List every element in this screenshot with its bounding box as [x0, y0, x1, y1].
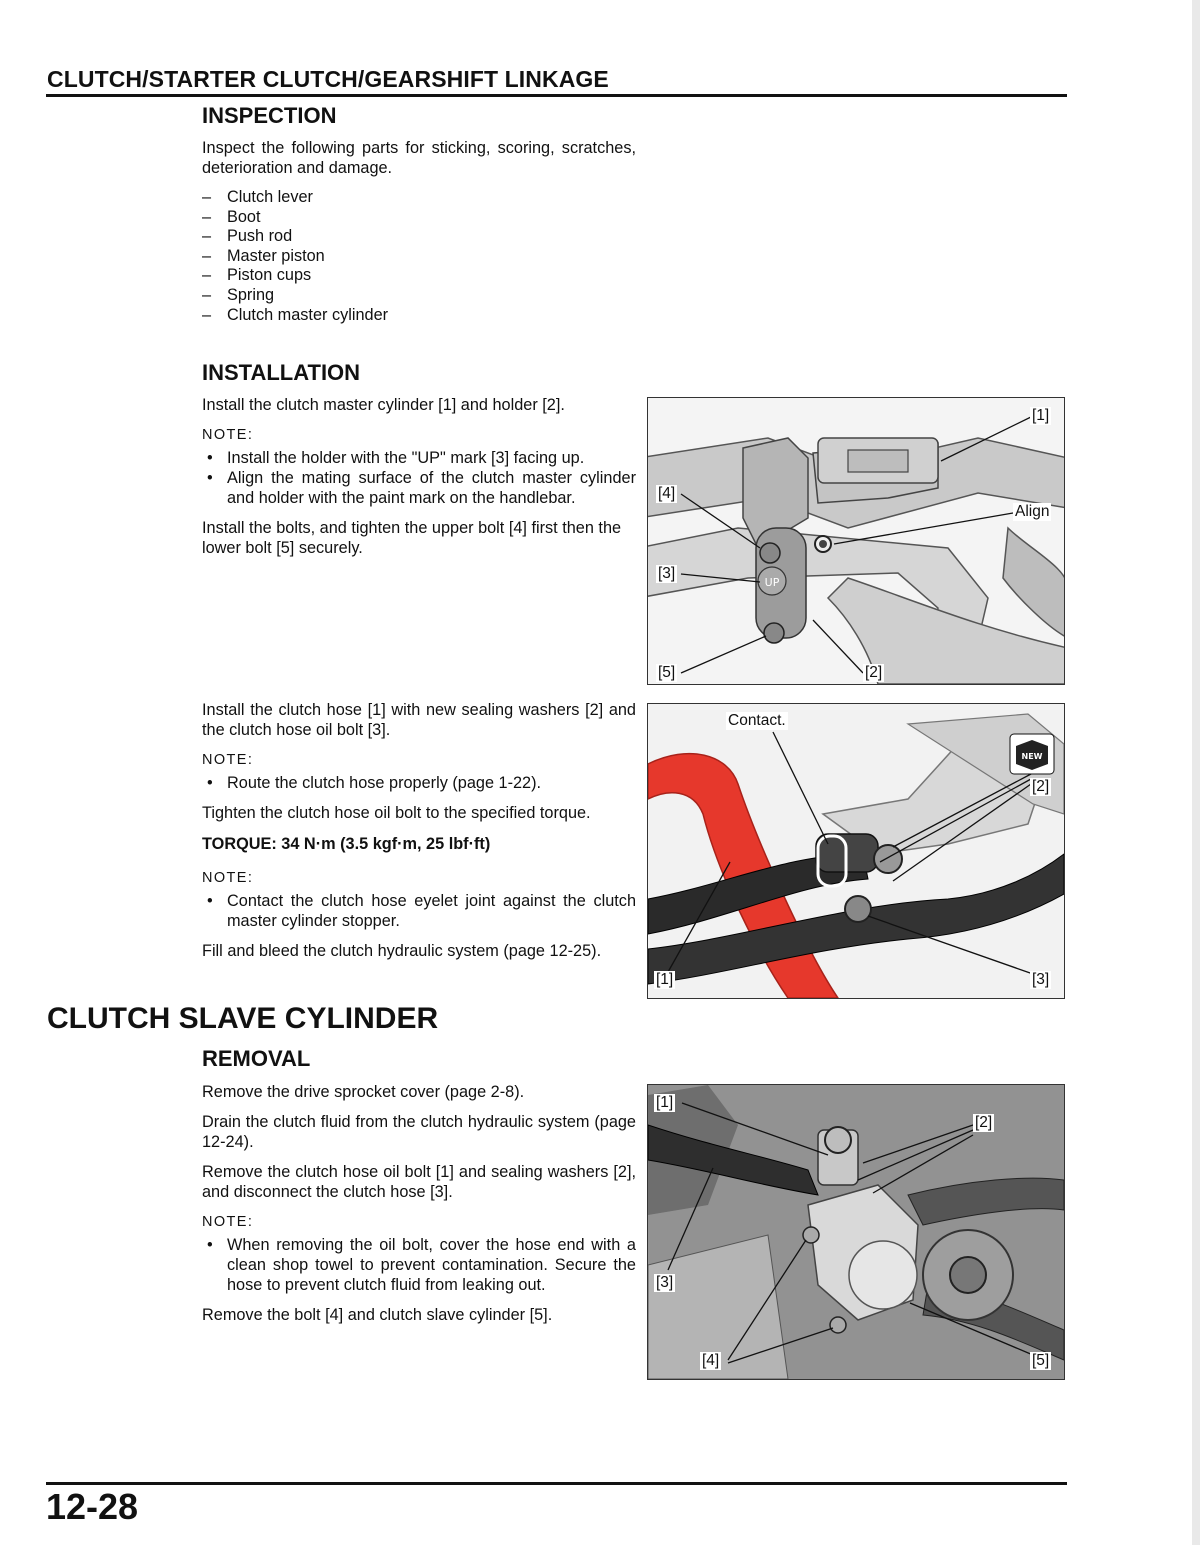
installation-title: INSTALLATION	[202, 360, 361, 385]
page-number: 12-28	[46, 1486, 139, 1527]
callout-2: [2]	[865, 664, 883, 681]
installation-note-2-list	[202, 773, 636, 793]
callout-2: [2]	[975, 1114, 993, 1131]
inspection-intro: Inspect the following parts for sticking, scoring, scratches, deterioration and damage.	[202, 139, 636, 177]
callout-1: [1]	[1032, 407, 1050, 424]
installation-step-5: Fill and bleed the clutch hydraulic system (page 12-25).	[202, 942, 602, 960]
inspection-parts-list	[202, 188, 636, 325]
clutch-hose-illustration	[648, 704, 1064, 998]
callout-3: [3]	[1032, 971, 1050, 988]
callout-contact: Contact.	[728, 712, 786, 729]
installation-block-1	[202, 395, 636, 558]
list-item: • When removing the oil bolt, cover the hose end with a clean shop towel to prevent contamination. Secure the hose to prevent clutch fluid from leaking out.	[202, 1235, 636, 1295]
inspection-block	[202, 138, 636, 325]
installation-step-3: Install the clutch hose [1] with new sealing washers [2] and the clutch hose oil bolt [3].	[202, 701, 636, 739]
callout-align: Align	[1015, 503, 1050, 520]
slave-section-title: CLUTCH SLAVE CYLINDER	[47, 1002, 439, 1035]
chapter-header: CLUTCH/STARTER CLUTCH/GEARSHIFT LINKAGE	[47, 66, 609, 92]
note-label: NOTE:	[202, 1214, 254, 1230]
removal-step-2: Drain the clutch fluid from the clutch hydraulic system (page 12-24).	[202, 1113, 636, 1151]
removal-step-1: Remove the drive sprocket cover (page 2-8).	[202, 1083, 525, 1101]
installation-note-1-list	[202, 448, 636, 508]
master-cylinder-illustration	[648, 398, 1064, 684]
new-badge-text: NEW	[1021, 752, 1043, 761]
removal-step-4: Remove the bolt [4] and clutch slave cylinder [5].	[202, 1306, 553, 1324]
list-item: – Spring	[202, 286, 636, 306]
inspection-title: INSPECTION	[202, 103, 337, 128]
callout-2: [2]	[1032, 778, 1050, 795]
installation-step-4: Tighten the clutch hose oil bolt to the specified torque.	[202, 804, 591, 822]
note-label: NOTE:	[202, 427, 254, 443]
slave-cylinder-illustration	[648, 1085, 1064, 1379]
callout-3: [3]	[656, 1274, 674, 1291]
figure-master-cylinder	[647, 397, 1065, 685]
callout-4: [4]	[658, 485, 676, 502]
list-item: • Route the clutch hose properly (page 1-22).	[202, 773, 636, 793]
removal-note-list	[202, 1235, 636, 1295]
removal-block	[202, 1082, 636, 1325]
installation-block-2	[202, 700, 636, 961]
header-rule	[46, 94, 1067, 97]
page-edge-shadow	[1192, 0, 1200, 1545]
note-label: NOTE:	[202, 870, 254, 886]
installation-step-2: Install the bolts, and tighten the upper bolt [4] first then the lower bolt [5] securely.	[202, 519, 622, 557]
callout-1: [1]	[656, 1094, 674, 1111]
callout-5: [5]	[1032, 1352, 1050, 1369]
callout-1: [1]	[656, 971, 674, 988]
up-mark-text: UP	[764, 576, 780, 589]
list-item: • Install the holder with the "UP" mark [3] facing up.	[202, 448, 636, 468]
installation-note-3-list	[202, 891, 636, 931]
note-label: NOTE:	[202, 752, 254, 768]
list-item: • Align the mating surface of the clutch master cylinder and holder with the paint mark on the handlebar.	[202, 468, 636, 508]
installation-step-1: Install the clutch master cylinder [1] and holder [2].	[202, 396, 565, 414]
removal-title: REMOVAL	[202, 1046, 311, 1071]
torque-spec: TORQUE: 34 N·m (3.5 kgf·m, 25 lbf·ft)	[202, 835, 491, 853]
callout-4: [4]	[702, 1352, 720, 1369]
list-item: – Clutch master cylinder	[202, 306, 636, 326]
list-item: – Push rod	[202, 227, 636, 247]
list-item: • Contact the clutch hose eyelet joint against the clutch master cylinder stopper.	[202, 891, 636, 931]
callout-3: [3]	[658, 565, 676, 582]
list-item: – Clutch lever	[202, 188, 636, 208]
list-item: – Master piston	[202, 247, 636, 267]
list-item: – Piston cups	[202, 266, 636, 286]
footer-rule	[46, 1482, 1067, 1485]
figure-slave-cylinder	[647, 1084, 1065, 1380]
removal-step-3: Remove the clutch hose oil bolt [1] and sealing washers [2], and disconnect the clutch hose [3].	[202, 1163, 636, 1201]
list-item: – Boot	[202, 208, 636, 228]
figure-clutch-hose	[647, 703, 1065, 999]
callout-5: [5]	[658, 664, 676, 681]
